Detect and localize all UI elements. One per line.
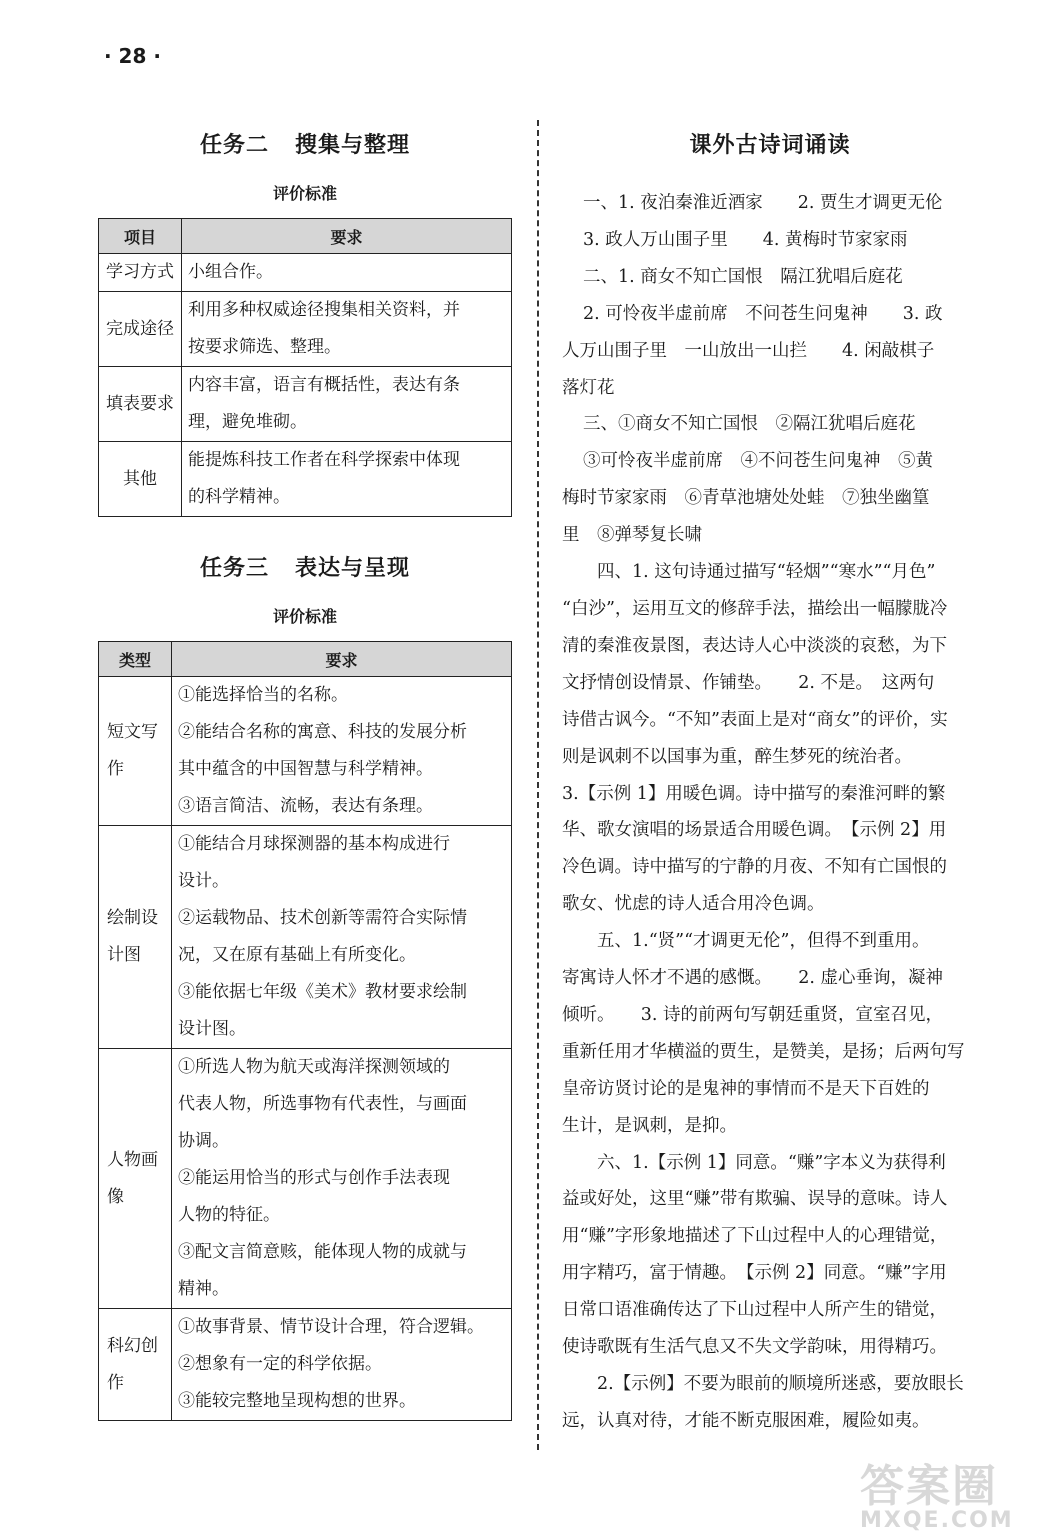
row-requirement xyxy=(182,367,512,442)
answer-line: 用“赚”字形象地描述了下山过程中人的心理错觉， xyxy=(562,1226,948,1247)
row-label: 完成途径 xyxy=(99,292,182,367)
row-label xyxy=(99,677,172,826)
answer-line: 二、1. 商女不知亡国恨 隔江犹唱后庭花 xyxy=(583,266,903,287)
watermark-logo xyxy=(860,1450,1014,1533)
table-row xyxy=(99,826,512,1049)
answer-line: 三、①商女不知亡国恨 ②隔江犹唱后庭花 xyxy=(583,414,916,435)
requirement-line: 能提炼科技工作者在科学探索中体现 xyxy=(188,450,460,470)
requirement-line: 理，避免堆砌。 xyxy=(188,412,307,432)
answer-line: 3. 政人万山围子里 4. 黄梅时节家家雨 xyxy=(583,229,908,250)
task2-criteria-table xyxy=(98,218,512,517)
answer-line: 清的秦淮夜景图，表达诗人心中淡淡的哀愁，为下 xyxy=(562,635,947,656)
label-line: 科幻创 xyxy=(107,1335,158,1356)
task3-title xyxy=(98,551,512,582)
left-column xyxy=(98,128,512,1421)
table-row xyxy=(99,677,512,826)
requirement-line: 内容丰富，语言有概括性，表达有条 xyxy=(188,375,460,395)
answer-line: 一、1. 夜泊秦淮近酒家 2. 贾生才调更无伦 xyxy=(583,193,943,213)
task2-title-a: 任务二 xyxy=(199,133,269,158)
answer-line: 远，认真对待，才能不断克服困难，履险如夷。 xyxy=(562,1410,930,1431)
requirement-line: 的科学精神。 xyxy=(188,487,290,507)
right-column xyxy=(562,128,978,1440)
requirement-line: 按要求筛选、整理。 xyxy=(188,337,341,357)
requirement-line: ②想象有一定的科学依据。 xyxy=(178,1354,382,1374)
answer-line: 皇帝访贤讨论的是鬼神的事情而不是天下百姓的 xyxy=(562,1078,930,1099)
requirement-line: 设计图。 xyxy=(178,1019,246,1039)
answer-line: 用字精巧，富于情趣。 【示例 2】同意。“赚”字用 xyxy=(562,1263,947,1284)
requirement-line: ③语言简洁、流畅，表达有条理。 xyxy=(178,796,433,816)
table-row xyxy=(99,1049,512,1309)
answer-line: 倾听。 3. 诗的前两句写朝廷重贤，宣室召见， xyxy=(562,1004,944,1025)
requirement-line: ③能较完整地呈现构想的世界。 xyxy=(178,1391,416,1411)
requirement-line: ③能依据七年级《美术》教材要求绘制 xyxy=(178,982,467,1002)
answer-line: 冷色调。诗中描写的宁静的月夜、不知有亡国恨的 xyxy=(562,857,947,878)
requirement-line: 精神。 xyxy=(178,1279,229,1299)
watermark-line2: MXQE.COM xyxy=(860,1508,1014,1533)
task3-title-a: 任务三 xyxy=(199,556,269,581)
answer-line: 重新任用才华横溢的贾生，是赞美，是扬；后两句写 xyxy=(562,1041,965,1062)
watermark-line1: 答案圈 xyxy=(860,1461,998,1512)
row-requirement xyxy=(182,442,512,517)
table-header-type: 类型 xyxy=(99,642,172,677)
task2-subtitle: 评价标准 xyxy=(272,184,337,203)
task3-subtitle: 评价标准 xyxy=(272,607,337,626)
requirement-line: 协调。 xyxy=(178,1131,229,1151)
label-line: 短文写 xyxy=(107,722,158,742)
page-number: · 28 · xyxy=(104,44,161,68)
label-line: 人物画 xyxy=(107,1149,158,1170)
requirement-line: ①能结合月球探测器的基本构成进行 xyxy=(178,834,450,854)
row-requirement xyxy=(172,1049,512,1309)
answer-line: 3.【示例 1】用暖色调。诗中描写的秦淮河畔的繁 xyxy=(562,783,946,804)
answer-line: 歌女、忧虑的诗人适合用冷色调。 xyxy=(562,894,825,915)
requirement-line: 人物的特征。 xyxy=(178,1205,280,1225)
row-label: 其他 xyxy=(99,442,182,517)
row-label xyxy=(99,1309,172,1421)
answer-line: 2.【示例】不要为眼前的顺境所迷惑，要放眼长 xyxy=(597,1374,964,1394)
label-line: 像 xyxy=(107,1186,124,1207)
row-requirement xyxy=(182,292,512,367)
table-row xyxy=(99,1309,512,1421)
row-requirement xyxy=(182,254,512,292)
answer-line: 生计，是讽刺，是抑。 xyxy=(562,1115,737,1136)
requirement-line: 代表人物，所选事物有代表性，与画面 xyxy=(178,1094,467,1114)
requirement-line: 设计。 xyxy=(178,871,229,891)
row-label xyxy=(99,1049,172,1309)
answer-line: ③可怜夜半虚前席 ④不问苍生问鬼神 ⑤黄 xyxy=(583,451,933,472)
requirement-line: ②运载物品、技术创新等需符合实际情 xyxy=(178,908,467,928)
row-requirement xyxy=(172,826,512,1049)
answer-line: 五、1.“贤”“才调更无伦”，但得不到重用。 xyxy=(597,931,930,952)
requirement-line: 小组合作。 xyxy=(188,262,273,282)
table-header-item: 项目 xyxy=(99,219,182,254)
answer-line: 益或好处，这里“赚”带有欺骗、误导的意味。诗人 xyxy=(562,1189,948,1210)
answer-line: 诗借古讽今。“不知”表面上是对“商女”的评价，实 xyxy=(562,709,948,730)
requirement-line: 况，又在原有基础上有所变化。 xyxy=(178,945,416,965)
requirement-line: ①故事背景、情节设计合理，符合逻辑。 xyxy=(178,1317,484,1337)
row-requirement xyxy=(172,1309,512,1421)
table-row xyxy=(99,292,512,367)
row-label: 填表要求 xyxy=(99,367,182,442)
requirement-line: ③配文言简意赅，能体现人物的成就与 xyxy=(178,1242,467,1262)
requirement-line: ②能运用恰当的形式与创作手法表现 xyxy=(178,1168,450,1188)
answer-line: 华、歌女演唱的场景适合用暖色调。 【示例 2】用 xyxy=(562,820,947,841)
answer-line: 文抒情创设情景、作铺垫。 2. 不是。 这两句 xyxy=(562,672,935,693)
requirement-line: 利用多种权威途径搜集相关资料，并 xyxy=(188,300,460,320)
poetry-title: 课外古诗词诵读 xyxy=(689,133,851,158)
requirement-line: 其中蕴含的中国智慧与科学精神。 xyxy=(178,759,433,779)
answer-line: 寄寓诗人怀才不遇的感慨。 2. 虚心垂询，凝神 xyxy=(562,968,944,989)
answer-line: 使诗歌既有生活气息又不失文学韵味，用得精巧。 xyxy=(562,1337,947,1358)
requirement-line: ②能结合名称的寓意、科技的发展分析 xyxy=(178,722,467,742)
label-line: 作 xyxy=(107,1372,124,1393)
answer-line: “白沙”，运用互文的修辞手法，描绘出一幅朦胧冷 xyxy=(562,598,948,619)
row-requirement xyxy=(172,677,512,826)
table-row xyxy=(99,442,512,517)
answer-line: 里 ⑧弹琴复长啸 xyxy=(562,525,702,546)
answer-line: 2. 可怜夜半虚前席 不问苍生问鬼神 3. 政 xyxy=(583,303,943,324)
answer-line: 六、1.【示例 1】同意。“赚”字本义为获得利 xyxy=(597,1152,946,1173)
table-header-requirement: 要求 xyxy=(182,219,512,254)
answer-line: 落灯花 xyxy=(562,377,615,398)
label-line: 计图 xyxy=(107,945,141,965)
task3-title-b: 表达与呈现 xyxy=(294,556,410,581)
answer-line: 则是讽刺不以国事为重，醉生梦死的统治者。 xyxy=(562,746,912,767)
requirement-line: ①能选择恰当的名称。 xyxy=(178,685,348,705)
row-label xyxy=(99,826,172,1049)
label-line: 绘制设 xyxy=(107,908,158,928)
task3-criteria-table xyxy=(98,641,512,1421)
answer-line: 四、1. 这句诗通过描写“轻烟”“寒水”“月色” xyxy=(597,562,936,583)
task2-title xyxy=(98,128,512,159)
answer-line: 梅时节家家雨 ⑥青草池塘处处蛙 ⑦独坐幽篁 xyxy=(562,488,930,509)
requirement-line: ①所选人物为航天或海洋探测领域的 xyxy=(178,1057,450,1077)
answer-line: 日常口语准确传达了下山过程中人所产生的错觉， xyxy=(562,1300,947,1321)
table-header-requirement: 要求 xyxy=(172,642,512,677)
column-divider xyxy=(537,120,539,1450)
answers-block xyxy=(562,185,978,1440)
answer-line: 人万山围子里 一山放出一山拦 4. 闲敲棋子 xyxy=(562,340,935,361)
label-line: 作 xyxy=(107,759,124,779)
table-row xyxy=(99,367,512,442)
row-label: 学习方式 xyxy=(99,254,182,292)
task2-title-b: 搜集与整理 xyxy=(294,133,410,158)
table-row xyxy=(99,254,512,292)
